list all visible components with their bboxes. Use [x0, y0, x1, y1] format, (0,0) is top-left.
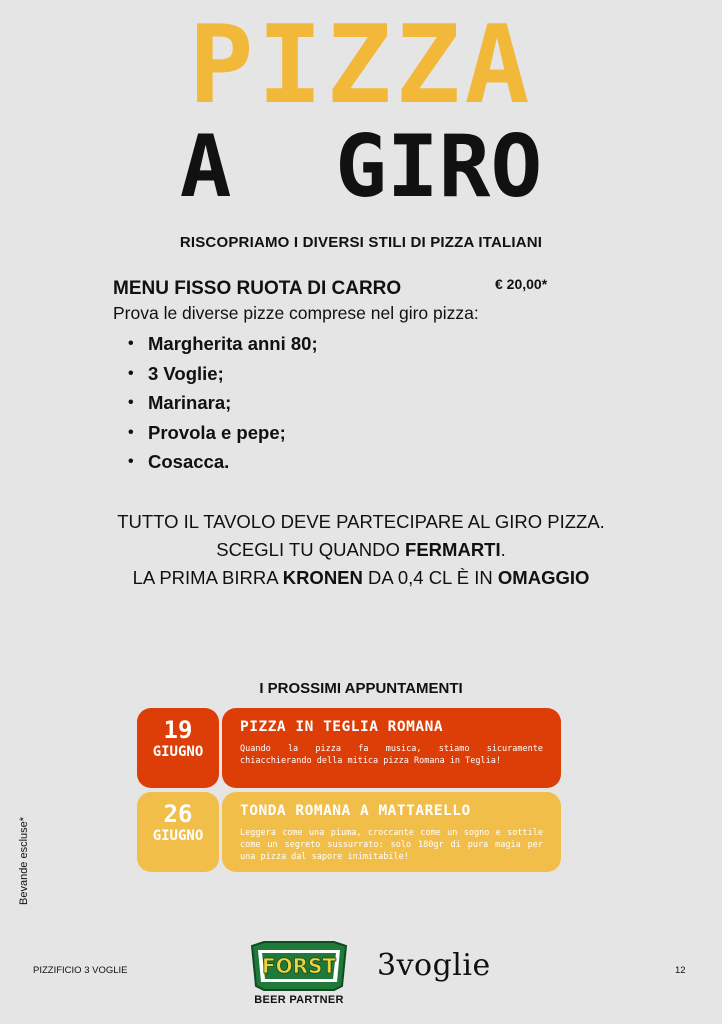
events-section-title: I PROSSIMI APPUNTAMENTI	[259, 680, 463, 697]
page-title-line1: PIZZA	[188, 3, 534, 128]
page-subtitle: RISCOPRIAMO I DIVERSI STILI DI PIZZA ITALIANI	[179, 234, 543, 251]
event-date-box	[137, 792, 219, 872]
list-item: • Cosacca.	[128, 447, 318, 477]
event-title: TONDA ROMANA A MATTARELLO	[240, 803, 471, 819]
forst-logo-text: FORST	[261, 954, 337, 978]
event-description: Leggera come una piuma, croccante come un sogno e sottile come un segreto sussurrato: solo 180gr di pura magia per una pizza dal sapore inimitabile!	[240, 828, 543, 862]
rules-text-span: LA PRIMA BIRRA	[132, 567, 283, 588]
list-item: • Marinara;	[128, 388, 318, 418]
list-item: • Provola e pepe;	[128, 418, 318, 448]
event-month: GIUGNO	[152, 828, 204, 844]
menu-price: € 20,00*	[495, 276, 548, 292]
list-item: • Margherita anni 80;	[128, 329, 318, 359]
page-number: 12	[675, 965, 686, 976]
forst-badge-icon	[250, 940, 348, 992]
footer-company: PIZZIFICIO 3 VOGLIE	[33, 965, 128, 976]
rules-text-span: DA 0,4 CL È IN	[362, 567, 498, 588]
pizza-list	[128, 329, 318, 477]
event-day: 26	[163, 800, 193, 828]
rules-highlight: FERMARTI	[405, 539, 501, 560]
event-month: GIUGNO	[152, 744, 204, 760]
list-item: • 3 Voglie;	[128, 359, 318, 389]
event-date-box	[137, 708, 219, 788]
rules-line-2	[0, 536, 722, 564]
rules-text	[0, 508, 722, 592]
rules-highlight: OMAGGIO	[497, 567, 590, 588]
rules-line-1: TUTTO IL TAVOLO DEVE PARTECIPARE AL GIRO PIZZA.	[117, 511, 605, 532]
page-title-line2: A GIRO	[179, 117, 543, 217]
beer-partner-caption: BEER PARTNER	[254, 994, 344, 1006]
event-day: 19	[163, 716, 193, 744]
menu-title: MENU FISSO RUOTA DI CARRO	[113, 278, 402, 299]
rules-text-span: SCEGLI TU QUANDO	[216, 539, 406, 560]
event-title: PIZZA IN TEGLIA ROMANA	[240, 719, 444, 735]
brand-logo: 3voglie	[377, 948, 491, 983]
menu-description: Prova le diverse pizze comprese nel giro pizza:	[113, 303, 479, 323]
event-card	[222, 792, 561, 872]
rules-text-span: .	[500, 539, 506, 560]
rules-highlight: KRONEN	[282, 567, 363, 588]
event-description: Quando la pizza fa musica, stiamo sicuramente chiacchierando della mitica pizza Romana in Teglia!	[240, 744, 543, 766]
event-card	[222, 708, 561, 788]
forst-logo	[244, 936, 354, 1020]
rules-line-3	[0, 564, 722, 592]
side-note: Bevande escluse*	[18, 816, 30, 905]
